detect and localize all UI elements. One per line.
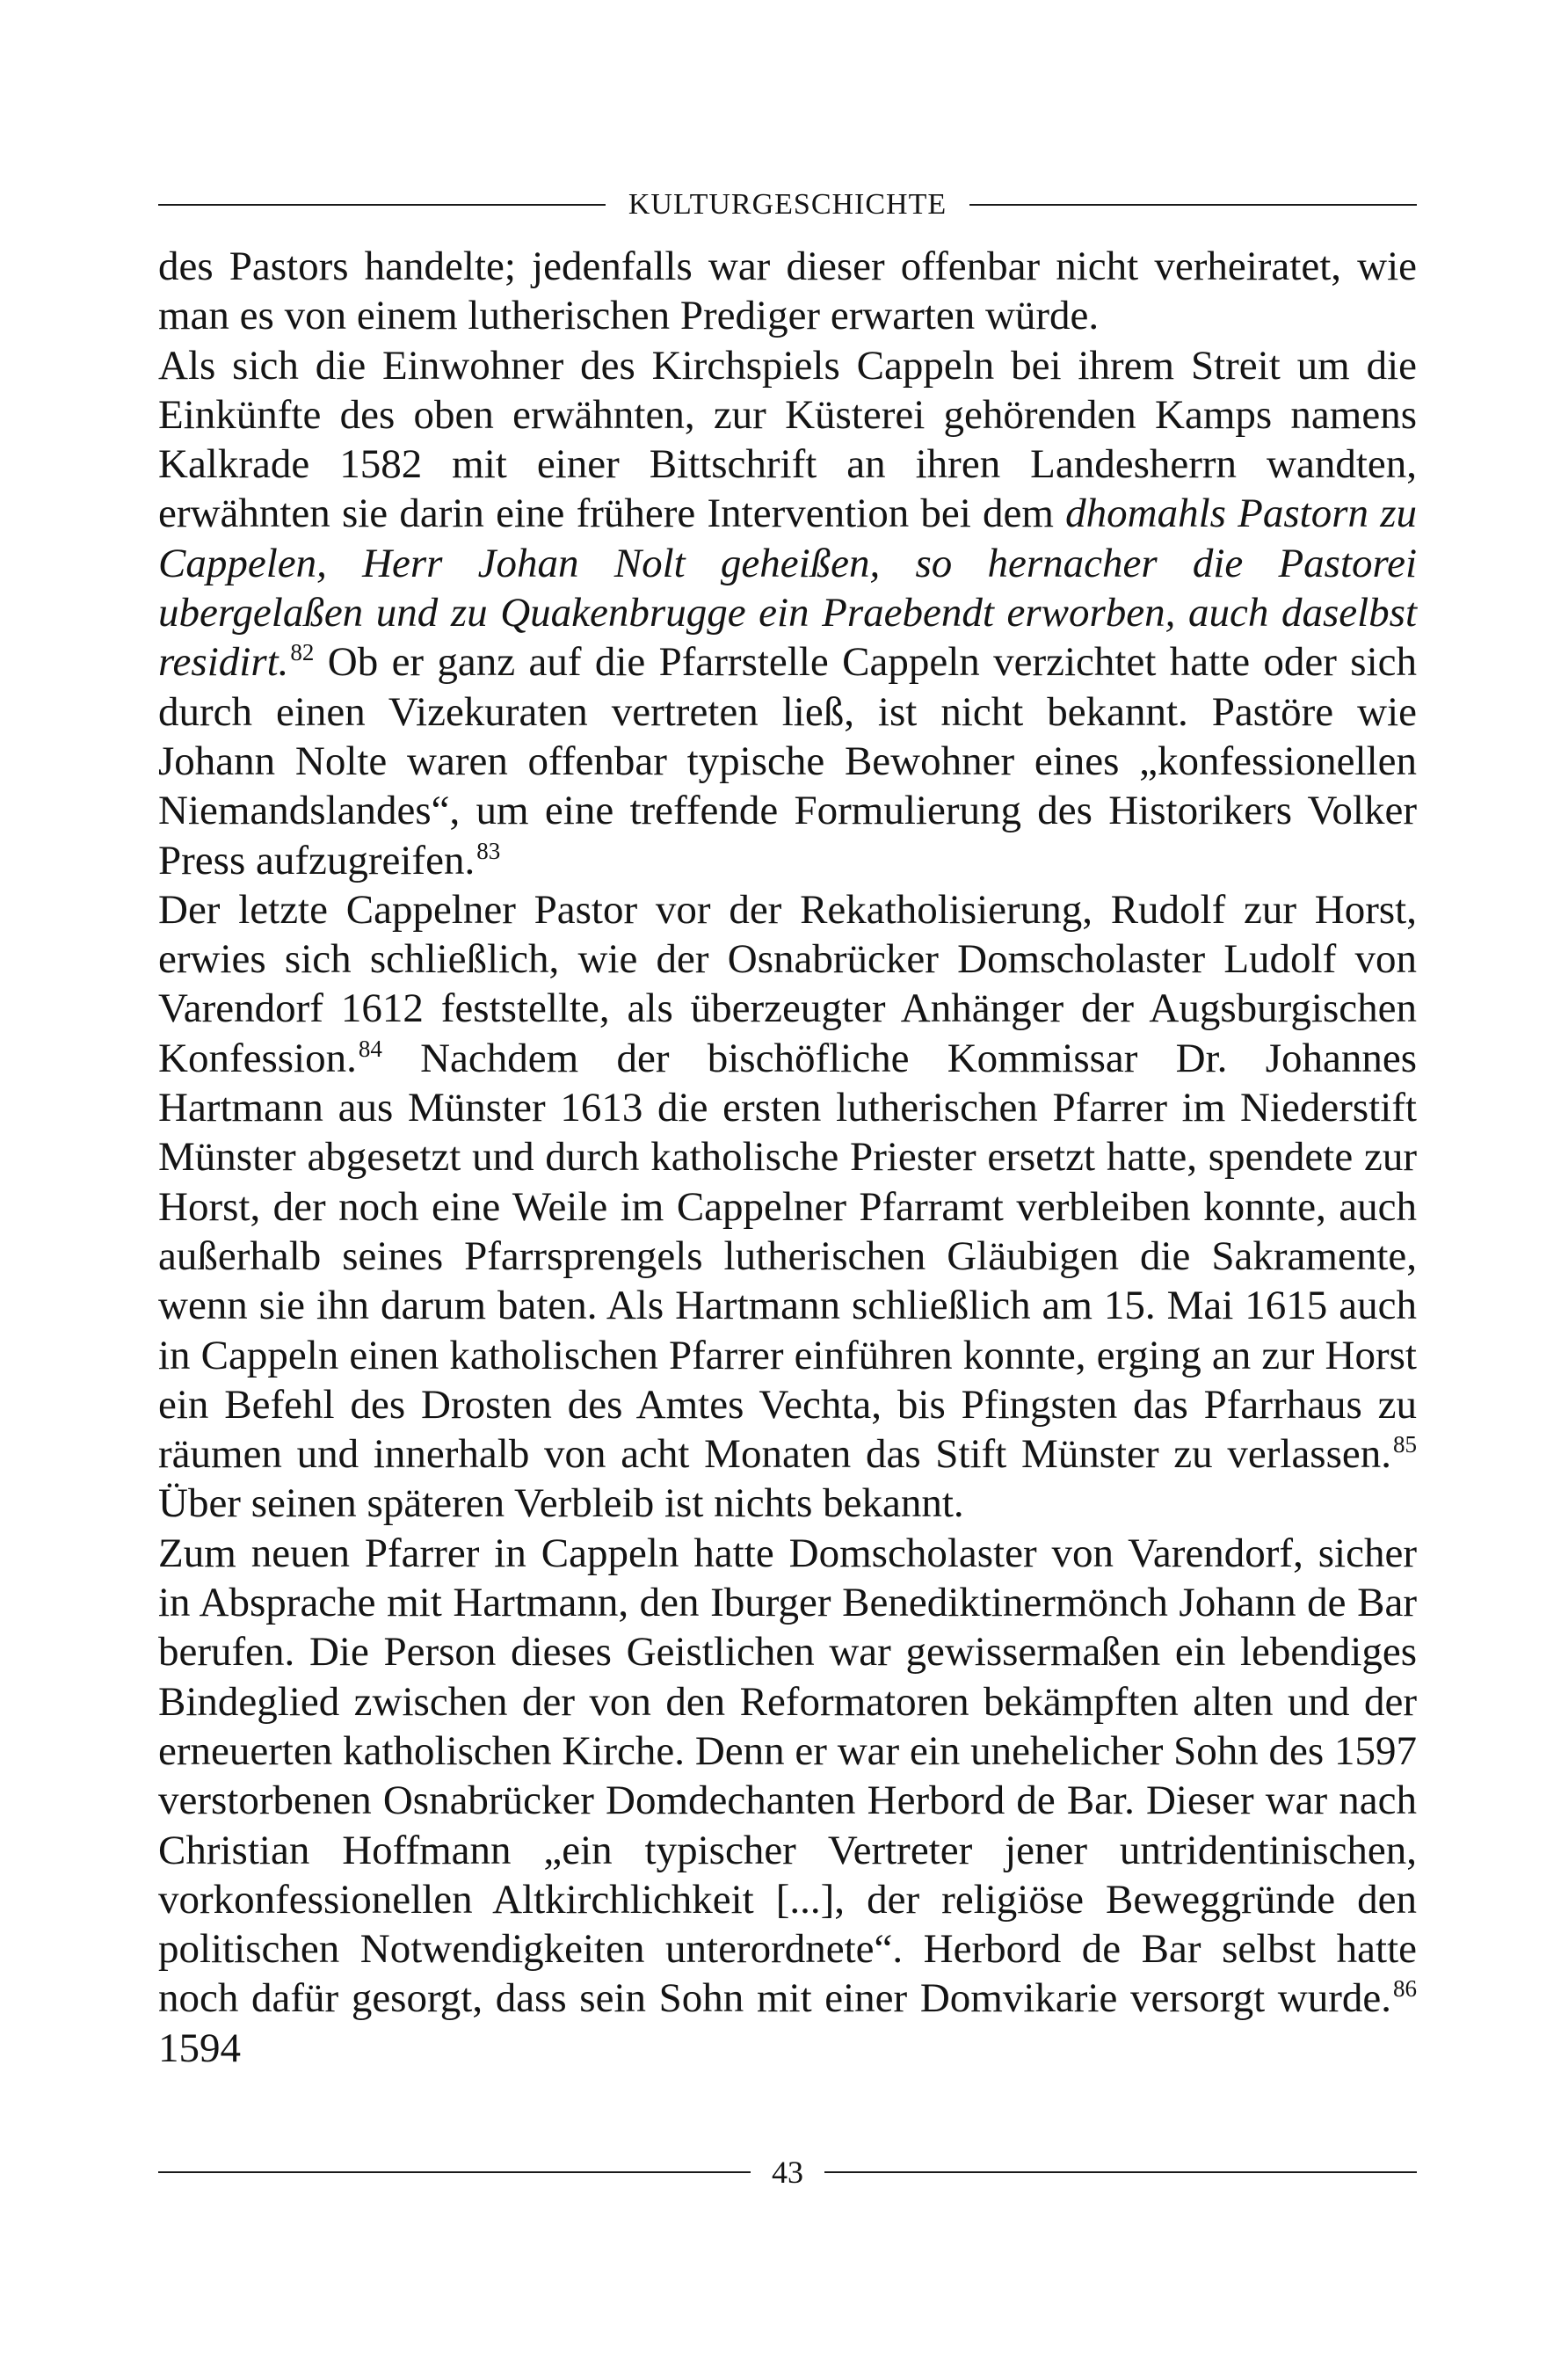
paragraph-2 bbox=[158, 341, 1417, 885]
paragraph-2-text-2: Ob er ganz auf die Pfarrstelle Cappeln verzichtet hatte oder sich durch einen Vizekuraten vertreten ließ, ist nicht bekannt. Pastöre wie Johann Nolte waren offenbar typische Bewohner eines „konfessionellen Niemandslandes“, um eine treffende Formulierung des Historikers Volker Press aufzugreifen. bbox=[158, 639, 1417, 883]
paragraph-3-text-1: Der letzte Cappelner Pastor vor der Rekatholisierung, Rudolf zur Horst, erwies sich schließlich, wie der Osnabrücker Domscholaster Ludolf von Varendorf 1612 feststellte, als überzeugter Anhänger der Augsburgischen Konfession. bbox=[158, 886, 1417, 1081]
paragraph-3-text-2: Nachdem der bischöfliche Kommissar Dr. Johannes Hartmann aus Münster 1613 die ersten lutherischen Pfarrer im Niederstift Münster abgesetzt und durch katholische Priester ersetzt hatte, spendete zur Horst, der noch eine Weile im Cappelner Pfarramt verbleiben konnte, auch außerhalb seines Pfarrsprengels lutherischen Gläubigen die Sakramente, wenn sie ihn darum baten. Als Hartmann schließlich am 15. Mai 1615 auch in Cappeln einen katholischen Pfarrer einführen konnte, erging an zur Horst ein Befehl des Drosten des Amtes Vechta, bis Pfingsten das Pfarrhaus zu räumen und innerhalb von acht Monaten das Stift Münster zu verlassen. bbox=[158, 1035, 1417, 1478]
footnote-ref-82: 82 bbox=[290, 639, 315, 666]
header-rule-right bbox=[969, 204, 1417, 206]
paragraph-4-text-2: 1594 bbox=[158, 2025, 241, 2071]
footer-rule-right bbox=[824, 2171, 1417, 2173]
footnote-ref-85: 85 bbox=[1393, 1431, 1417, 1458]
paragraph-4-text-1: Zum neuen Pfarrer in Cappeln hatte Domscholaster von Varendorf, sicher in Absprache mit Hartmann, den Iburger Benediktinermönch Johann de Bar berufen. Die Person dieses Geistlichen war gewissermaßen ein lebendiges Bindeglied zwischen der von den Reformatoren bekämpften alten und der erneuerten katholischen Kirche. Denn er war ein unehelicher Sohn des 1597 verstorbenen Osnabrücker Domdechanten Herbord de Bar. Dieser war nach Christian Hoffmann „ein typischer Vertreter jener untridentinischen, vorkonfessionellen Altkirchlichkeit [...], der religiöse Beweggründe den politischen Notwendigkeiten unterordnete“. Herbord de Bar selbst hatte noch dafür gesorgt, dass sein Sohn mit einer Domvikarie versorgt wurde. bbox=[158, 1530, 1417, 2022]
page-footer bbox=[158, 2150, 1417, 2194]
page-number: 43 bbox=[772, 2155, 803, 2190]
paragraph-2-text-1: Als sich die Einwohner des Kirchspiels Cappeln bei ihrem Streit um die Einkünfte des oben erwähnten, zur Küsterei gehörenden Kamps namens Kalkrade 1582 mit einer Bittschrift an ihren Landesherrn wandten, erwähnten sie darin eine frühere Intervention bei dem bbox=[158, 342, 1417, 537]
footnote-ref-83: 83 bbox=[476, 837, 501, 864]
body-text bbox=[158, 242, 1417, 2073]
running-head bbox=[158, 183, 1417, 227]
paragraph-3-text-3: Über seinen späteren Verbleib ist nichts bekannt. bbox=[158, 1480, 964, 1527]
footnote-ref-86: 86 bbox=[1393, 1975, 1417, 2003]
source-quotation: dhomahls Pastorn zu Cappelen, Herr Johan Nolt geheißen, so hernacher die Pastorei ubergelaßen und zu Quakenbrugge ein Praebendt erworben, auch daselbst residirt. bbox=[158, 491, 1417, 686]
paragraph-4 bbox=[158, 1529, 1417, 2073]
running-head-title: KULTURGESCHICHTE bbox=[628, 188, 947, 221]
header-rule-left bbox=[158, 204, 606, 206]
paragraph-1: des Pastors handelte; jedenfalls war dieser offenbar nicht verheiratet, wie man es von einem lutherischen Prediger erwarten würde. bbox=[158, 244, 1417, 339]
paragraph-3 bbox=[158, 885, 1417, 1529]
footnote-ref-84: 84 bbox=[358, 1035, 382, 1062]
footer-rule-left bbox=[158, 2171, 751, 2173]
